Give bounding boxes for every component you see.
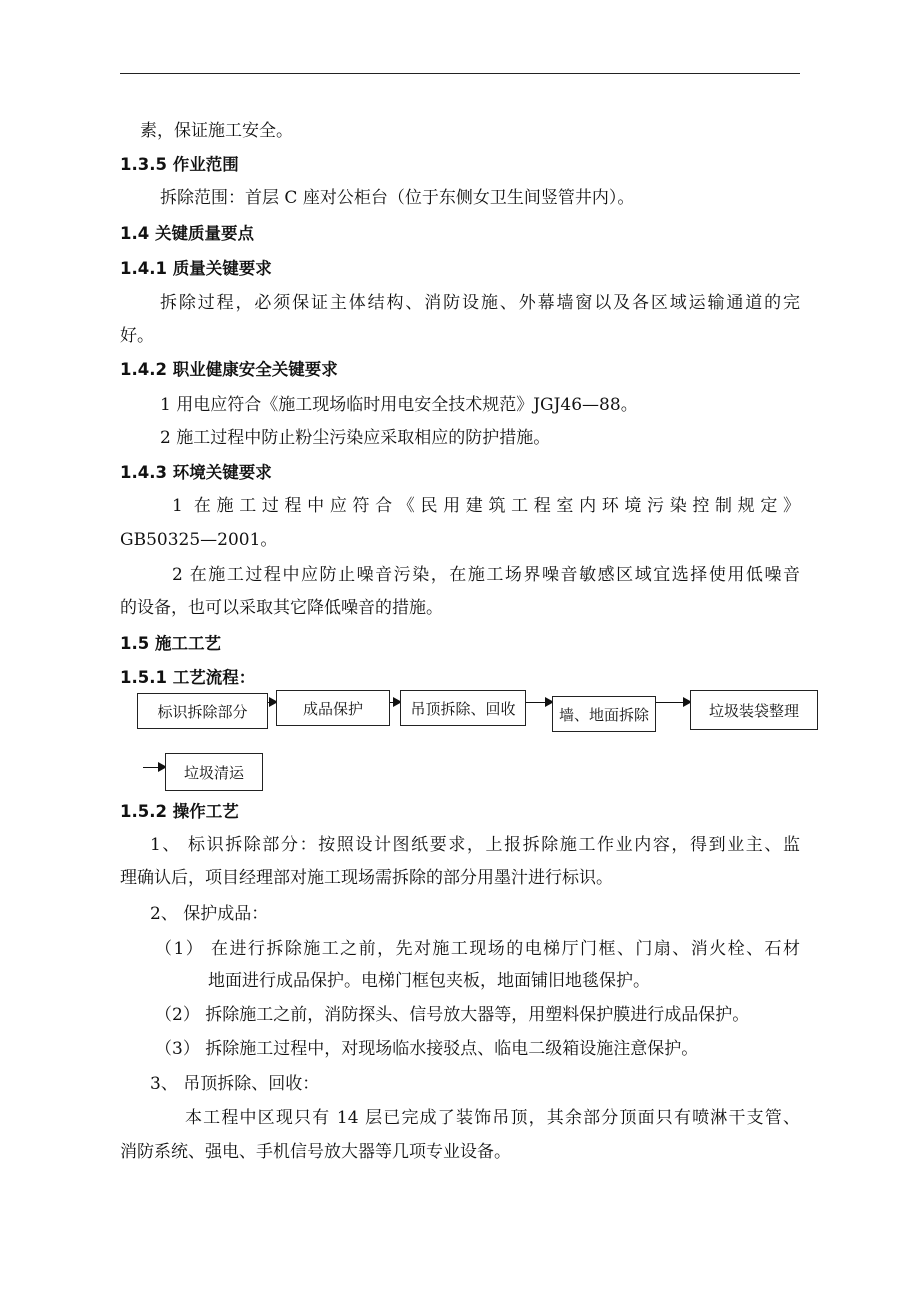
- text-line: （2） 拆除施工之前，消防探头、信号放大器等，用塑料保护膜进行成品保护。: [155, 1005, 750, 1025]
- text-line: 1 用电应符合《施工现场临时用电安全技术规范》JGJ46—88。: [160, 395, 638, 415]
- heading-1-4: 1.4 关键质量要点: [120, 224, 254, 243]
- flow-step-6: 垃圾清运: [165, 753, 263, 791]
- text-line: （1） 在进行拆除施工之前，先对施工现场的电梯厅门框、门扇、消火栓、石材: [155, 939, 800, 959]
- text-line: 2、 保护成品：: [150, 904, 269, 924]
- text-line: 本工程中区现只有 14 层已完成了装饰吊顶，其余部分顶面只有喷淋干支管、: [185, 1108, 800, 1128]
- flow-step-5: 垃圾装袋整理: [690, 690, 818, 730]
- text-line: 素，保证施工安全。: [140, 121, 293, 141]
- heading-1-5-1: 1.5.1 工艺流程：: [120, 668, 256, 687]
- text-line: 1 在施工过程中应符合《民用建筑工程室内环境污染控制规定》: [172, 496, 800, 516]
- text-line: 拆除范围：首层 C 座对公柜台（位于东侧女卫生间竖管井内）。: [160, 188, 635, 208]
- text-line: 2 在施工过程中应防止噪音污染，在施工场界噪音敏感区域宜选择使用低噪音: [172, 565, 800, 585]
- heading-1-3-5: 1.3.5 作业范围: [120, 155, 239, 174]
- flow-arrow: [268, 702, 276, 703]
- flow-arrow: [390, 702, 400, 703]
- heading-1-5-2: 1.5.2 操作工艺: [120, 802, 239, 821]
- text-line: GB50325—2001。: [120, 530, 278, 550]
- heading-1-4-2: 1.4.2 职业健康安全关键要求: [120, 360, 338, 379]
- text-line: 好。: [120, 326, 154, 346]
- flow-step-4: 墙、地面拆除: [552, 696, 656, 732]
- flow-arrow: [143, 767, 165, 768]
- flow-arrow: [526, 702, 552, 703]
- heading-1-4-3: 1.4.3 环境关键要求: [120, 463, 272, 482]
- flow-step-2: 成品保护: [276, 690, 390, 726]
- heading-1-4-1: 1.4.1 质量关键要求: [120, 259, 272, 278]
- text-line: 2 施工过程中防止粉尘污染应采取相应的防护措施。: [160, 428, 551, 448]
- header-rule: [120, 73, 800, 74]
- text-line: 拆除过程，必须保证主体结构、消防设施、外幕墙窗以及各区域运输通道的完: [160, 293, 800, 313]
- flow-step-1: 标识拆除部分: [137, 693, 268, 729]
- text-line: 消防系统、强电、手机信号放大器等几项专业设备。: [120, 1142, 511, 1162]
- flow-arrow: [656, 702, 690, 703]
- text-line: （3） 拆除施工过程中，对现场临水接驳点、临电二级箱设施注意保护。: [155, 1039, 699, 1059]
- text-line: 3、 吊顶拆除、回收：: [150, 1074, 320, 1094]
- text-line: 的设备，也可以采取其它降低噪音的措施。: [120, 598, 443, 618]
- flow-step-3: 吊顶拆除、回收: [400, 690, 526, 726]
- heading-1-5: 1.5 施工工艺: [120, 634, 221, 653]
- text-line: 理确认后，项目经理部对施工现场需拆除的部分用墨汁进行标识。: [120, 868, 613, 888]
- text-line: 1、 标识拆除部分：按照设计图纸要求，上报拆除施工作业内容，得到业主、监: [150, 835, 800, 855]
- text-line: 地面进行成品保护。电梯门框包夹板，地面铺旧地毯保护。: [208, 971, 650, 991]
